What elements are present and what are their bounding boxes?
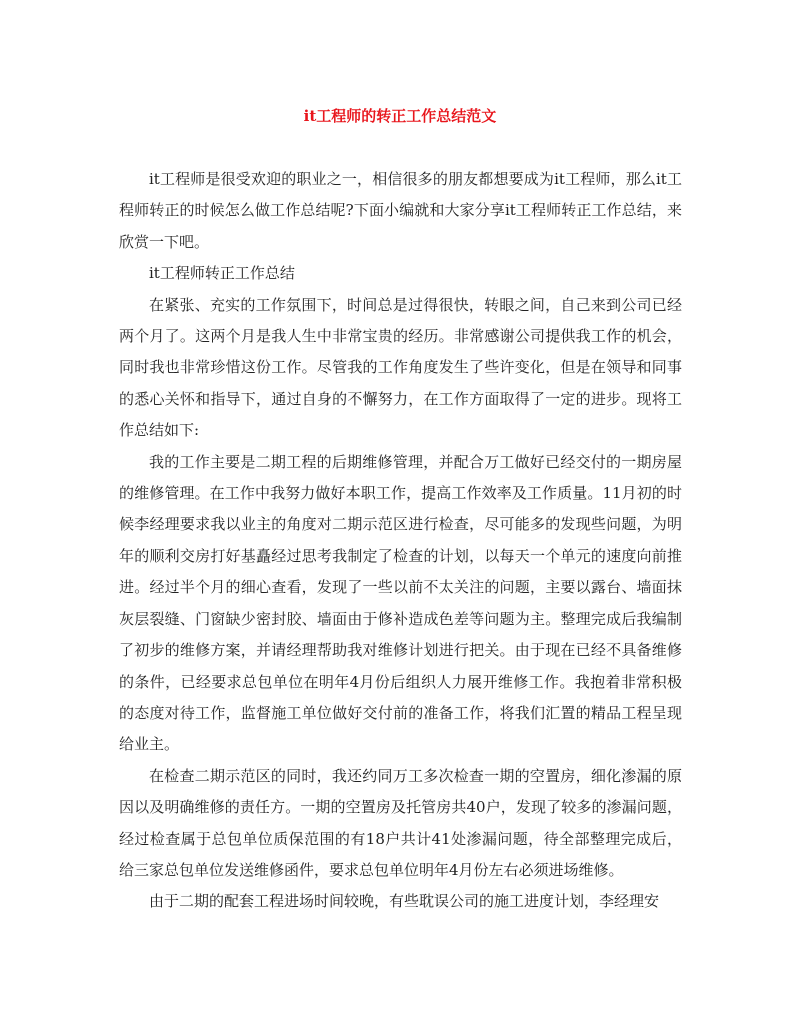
document-title: it工程师的转正工作总结范文 [303, 107, 497, 125]
paragraph-supporting-works: 由于二期的配套工程进场时间较晚，有些耽误公司的施工进度计划，李经理安 [149, 892, 660, 911]
paragraph-inspection: 在检查二期示范区的同时，我还约同万工多次检查一期的空置房，细化渗漏的原因以及明确维修的责任方。一期的空置房及托管房共40户，发现了较多的渗漏问题，经过检查属于总包单位质保范围的有18户共计41处渗漏问题，待全部整理完成后，给三家总包单位发送维修函件，要求总包单位明年4月份左右必须进场维修。 [119, 766, 682, 879]
document-body [119, 164, 682, 918]
paragraph-intro: it工程师是很受欢迎的职业之一，相信很多的朋友都想要成为it工程师，那么it工程师转正的时候怎么做工作总结呢?下面小编就和大家分享it工程师转正工作总结，来欣赏一下吧。 [119, 170, 682, 251]
paragraph-main-work: 我的工作主要是二期工程的后期维修管理，并配合万工做好已经交付的一期房屋的维修管理。在工作中我努力做好本职工作，提高工作效率及工作质量。11月初的时候李经理要求我以业主的角度对二期示范区进行检查，尽可能多的发现些问题，为明年的顺利交房打好基矗经过思考我制定了检查的计划，以每天一个单元的速度向前推进。经过半个月的细心查看，发现了一些以前不太关注的问题，主要以露台、墙面抹灰层裂缝、门窗缺少密封胶、墙面由于修补造成色差等问题为主。整理完成后我编制了初步的维修方案，并请经理帮助我对维修计划进行把关。由于现在已经不具备维修的条件，已经要求总包单位在明年4月份后组织人力展开维修工作。我抱着非常积极的态度对待工作，监督施工单位做好交付前的准备工作，将我们汇置的精品工程呈现给业主。 [119, 452, 682, 754]
paragraph-subheading: it工程师转正工作总结 [149, 264, 295, 283]
paragraph-overview: 在紧张、充实的工作氛围下，时间总是过得很快，转眼之间，自己来到公司已经两个月了。这两个月是我人生中非常宝贵的经历。非常感谢公司提供我工作的机会，同时我也非常珍惜这份工作。尽管我的工作角度发生了些许变化，但是在领导和同事的悉心关怀和指导下，通过自身的不懈努力，在工作方面取得了一定的进步。现将工作总结如下: [119, 295, 682, 440]
